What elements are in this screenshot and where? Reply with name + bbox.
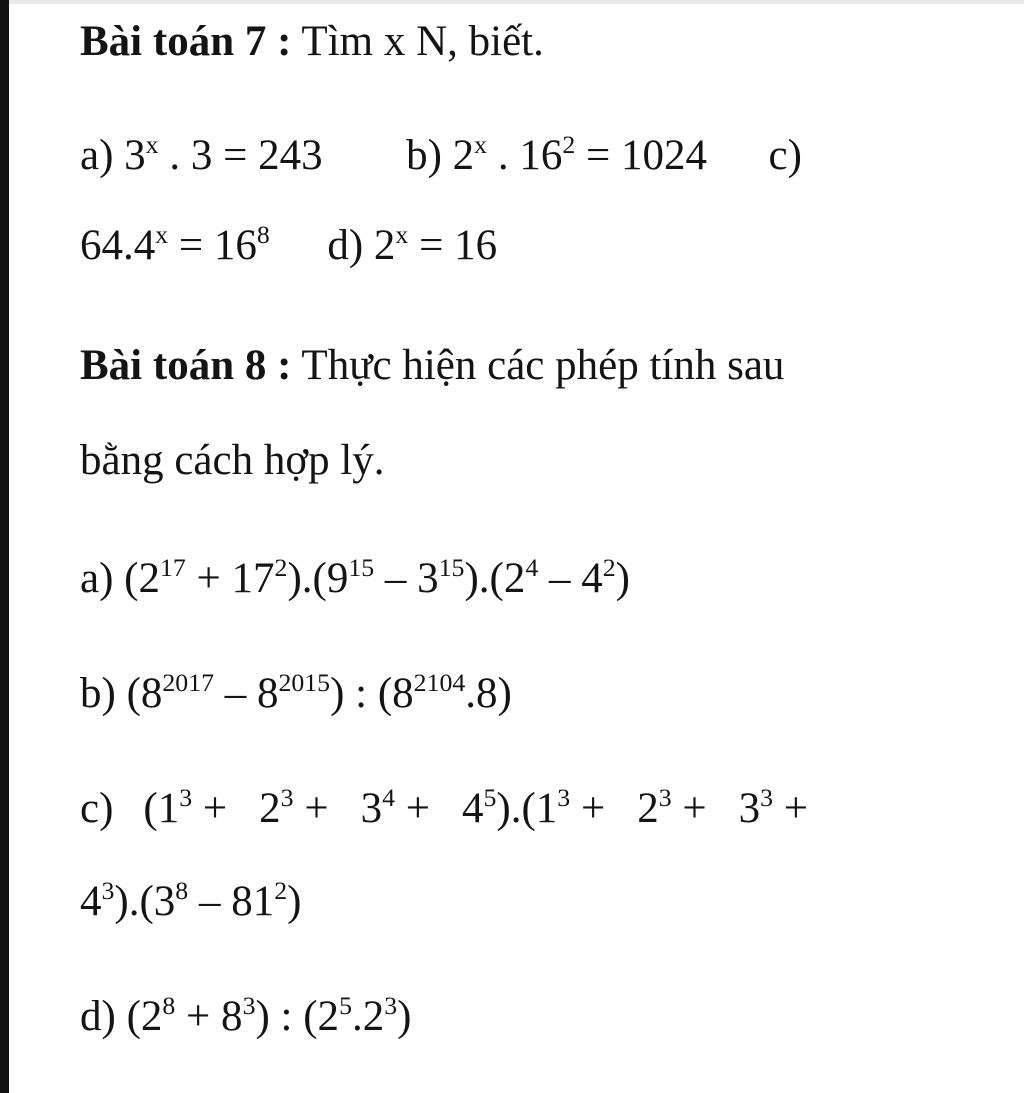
problem-8-title-1: Thực hiện các phép tính sau: [301, 342, 785, 389]
problem-7c: $64.4^x = 16^8$: [80, 220, 270, 269]
problem-8c-line-2: $4^3).(3^8 - 81^2)$: [80, 876, 302, 925]
problem-7b: b) 2$^x$ . $16^2 = 1024$: [406, 130, 707, 179]
problem-7d: d) $2^x = 16$: [327, 220, 498, 269]
problem-8-heading: [80, 344, 784, 387]
problem-7-heading: [80, 20, 544, 63]
problem-7-title: Tìm x N, biết.: [301, 18, 544, 65]
left-border: [0, 0, 9, 1093]
problem-7c-label: c): [768, 132, 802, 179]
problem-8d: d) $(2^8 + 8^3)$ : $(2^5.2^3)$: [80, 991, 412, 1040]
problem-7-line-2: [80, 220, 498, 269]
problem-7-label: Bài toán 7 :: [80, 18, 292, 65]
problem-8b: b) $(8^{2017} - 8^{2015})$ : $(8^{2104}.8)$: [80, 668, 512, 717]
problem-8-label: Bài toán 8 :: [80, 342, 292, 389]
problem-8a: a) $(2^{17} + 17^2).(9^{15} - 3^{15}).(2^4 - 4^2)$: [80, 553, 630, 602]
problem-8-title-2: bằng cách hợp lý.: [80, 437, 385, 484]
top-edge: [9, 0, 1024, 4]
problem-7a: a) 3$^x$ . 3 = 243: [80, 130, 323, 179]
problem-8c-line-1: c) $(1^3 + 2^3 + 3^4 + 4^5).(1^3 + 2^3 + 3^3$ +: [80, 783, 809, 832]
problem-7-line-1: [80, 130, 802, 179]
